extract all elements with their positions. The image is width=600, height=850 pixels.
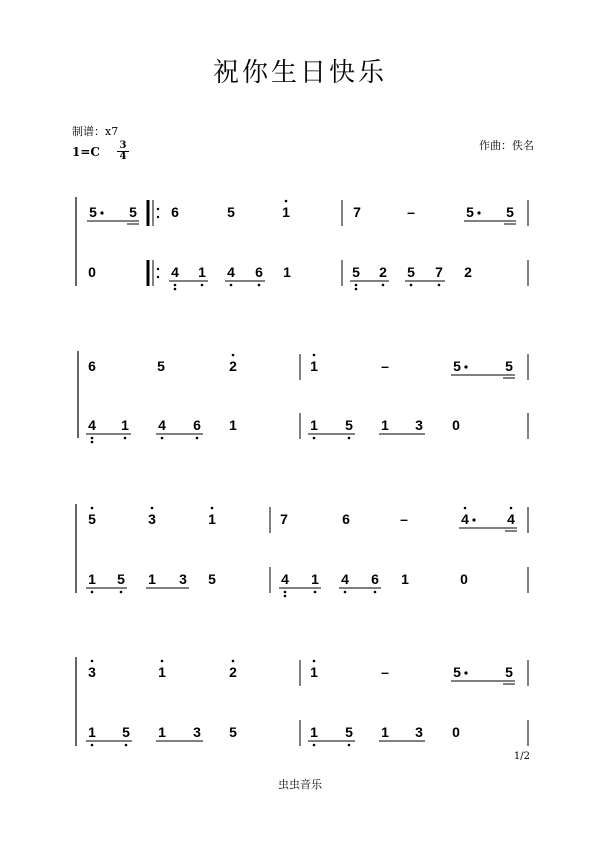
arranger-credit: 制谱：x7	[72, 125, 119, 138]
note-digit: 2	[379, 264, 387, 280]
note-digit: 3	[88, 664, 96, 680]
note-digit: 1	[198, 264, 206, 280]
dash-note: –	[381, 664, 389, 680]
octave-dot-low	[382, 284, 385, 287]
note-digit: 1	[310, 358, 318, 374]
note-digit: 6	[171, 204, 179, 220]
note-digit: 5	[505, 664, 513, 680]
note-digit: 5	[229, 724, 237, 740]
octave-dot-high	[285, 200, 288, 203]
note-digit: 1	[310, 724, 318, 740]
octave-dot-low	[124, 437, 127, 440]
octave-dot-high	[313, 354, 316, 357]
augmentation-dot	[100, 211, 103, 214]
repeat-dot	[157, 276, 159, 278]
octave-dot-low	[344, 591, 347, 594]
note-digit: 4	[227, 264, 235, 280]
octave-dot-low	[91, 441, 94, 444]
key-signature: 1=C	[72, 145, 100, 159]
augmentation-dot	[472, 518, 475, 521]
note-digit: 1	[283, 264, 291, 280]
note-digit: 7	[280, 511, 288, 527]
note-digit: 6	[371, 571, 379, 587]
note-digit: 4	[88, 417, 96, 433]
octave-dot-high	[510, 507, 513, 510]
note-digit: 1	[158, 724, 166, 740]
song-title: 祝你生日快乐	[212, 58, 387, 88]
augmentation-dot	[464, 671, 467, 674]
note-digit: 1	[381, 417, 389, 433]
note-digit: 3	[415, 724, 423, 740]
note-digit: 5	[157, 358, 165, 374]
repeat-dot	[157, 216, 159, 218]
time-signature-bottom: 4	[119, 151, 127, 162]
octave-dot-high	[232, 354, 235, 357]
augmentation-dot	[477, 211, 480, 214]
composer-credit: 作曲：佚名	[479, 139, 534, 152]
note-digit: 7	[435, 264, 443, 280]
octave-dot-low	[201, 284, 204, 287]
rest-note: 0	[460, 571, 468, 587]
note-digit: 1	[310, 417, 318, 433]
note-digit: 5	[506, 204, 514, 220]
note-digit: 1	[208, 511, 216, 527]
note-digit: 5	[89, 204, 97, 220]
note-digit: 2	[464, 264, 472, 280]
note-digit: 5	[505, 358, 513, 374]
note-digit: 3	[179, 571, 187, 587]
octave-dot-high	[232, 660, 235, 663]
octave-dot-high	[91, 660, 94, 663]
octave-dot-low	[355, 284, 358, 287]
octave-dot-low	[91, 744, 94, 747]
octave-dot-low	[314, 591, 317, 594]
octave-dot-low	[161, 437, 164, 440]
octave-dot-low	[120, 591, 123, 594]
note-digit: 4	[171, 264, 179, 280]
note-digit: 3	[193, 724, 201, 740]
note-digit: 4	[158, 417, 166, 433]
note-digit: 5	[88, 511, 96, 527]
note-digit: 1	[282, 204, 290, 220]
octave-dot-low	[284, 591, 287, 594]
octave-dot-low	[284, 595, 287, 598]
rest-note: 0	[88, 264, 96, 280]
note-digit: 4	[341, 571, 349, 587]
dash-note: –	[407, 204, 415, 220]
octave-dot-high	[211, 507, 214, 510]
note-digit: 5	[227, 204, 235, 220]
note-digit: 1	[229, 417, 237, 433]
note-digit: 6	[88, 358, 96, 374]
note-digit: 1	[88, 571, 96, 587]
page-number: 1/2	[513, 751, 530, 762]
octave-dot-high	[161, 660, 164, 663]
note-digit: 5	[352, 264, 360, 280]
octave-dot-low	[410, 284, 413, 287]
note-digit: 5	[407, 264, 415, 280]
octave-dot-low	[438, 284, 441, 287]
note-digit: 5	[117, 571, 125, 587]
augmentation-dot	[464, 365, 467, 368]
octave-dot-low	[313, 437, 316, 440]
note-digit: 1	[310, 664, 318, 680]
note-digit: 5	[208, 571, 216, 587]
octave-dot-low	[258, 284, 261, 287]
note-digit: 1	[121, 417, 129, 433]
octave-dot-low	[174, 284, 177, 287]
dash-note: –	[400, 511, 408, 527]
note-digit: 2	[229, 664, 237, 680]
note-digit: 1	[88, 724, 96, 740]
note-digit: 5	[122, 724, 130, 740]
rest-note: 0	[452, 417, 460, 433]
octave-dot-low	[348, 437, 351, 440]
note-digit: 5	[345, 724, 353, 740]
octave-dot-high	[313, 660, 316, 663]
octave-dot-low	[91, 437, 94, 440]
octave-dot-low	[348, 744, 351, 747]
note-digit: 5	[453, 358, 461, 374]
octave-dot-low	[374, 591, 377, 594]
note-digit: 6	[342, 511, 350, 527]
octave-dot-low	[125, 744, 128, 747]
note-digit: 1	[311, 571, 319, 587]
octave-dot-high	[91, 507, 94, 510]
note-digit: 5	[453, 664, 461, 680]
dash-note: –	[381, 358, 389, 374]
note-digit: 3	[415, 417, 423, 433]
octave-dot-low	[355, 288, 358, 291]
note-digit: 4	[461, 511, 469, 527]
note-digit: 5	[345, 417, 353, 433]
note-digit: 2	[229, 358, 237, 374]
note-digit: 6	[193, 417, 201, 433]
note-digit: 5	[466, 204, 474, 220]
note-digit: 1	[158, 664, 166, 680]
time-signature-top: 3	[117, 141, 129, 152]
note-digit: 3	[148, 511, 156, 527]
octave-dot-high	[464, 507, 467, 510]
repeat-dot	[157, 208, 159, 210]
note-digit: 5	[129, 204, 137, 220]
note-digit: 6	[255, 264, 263, 280]
octave-dot-low	[230, 284, 233, 287]
octave-dot-low	[174, 288, 177, 291]
repeat-dot	[157, 268, 159, 270]
rest-note: 0	[452, 724, 460, 740]
footer-source: 虫虫音乐	[278, 778, 322, 791]
note-digit: 4	[507, 511, 515, 527]
note-digit: 1	[401, 571, 409, 587]
octave-dot-low	[313, 744, 316, 747]
octave-dot-high	[151, 507, 154, 510]
note-digit: 7	[353, 204, 361, 220]
octave-dot-low	[196, 437, 199, 440]
note-digit: 1	[148, 571, 156, 587]
note-digit: 4	[281, 571, 289, 587]
octave-dot-low	[91, 591, 94, 594]
note-digit: 1	[381, 724, 389, 740]
